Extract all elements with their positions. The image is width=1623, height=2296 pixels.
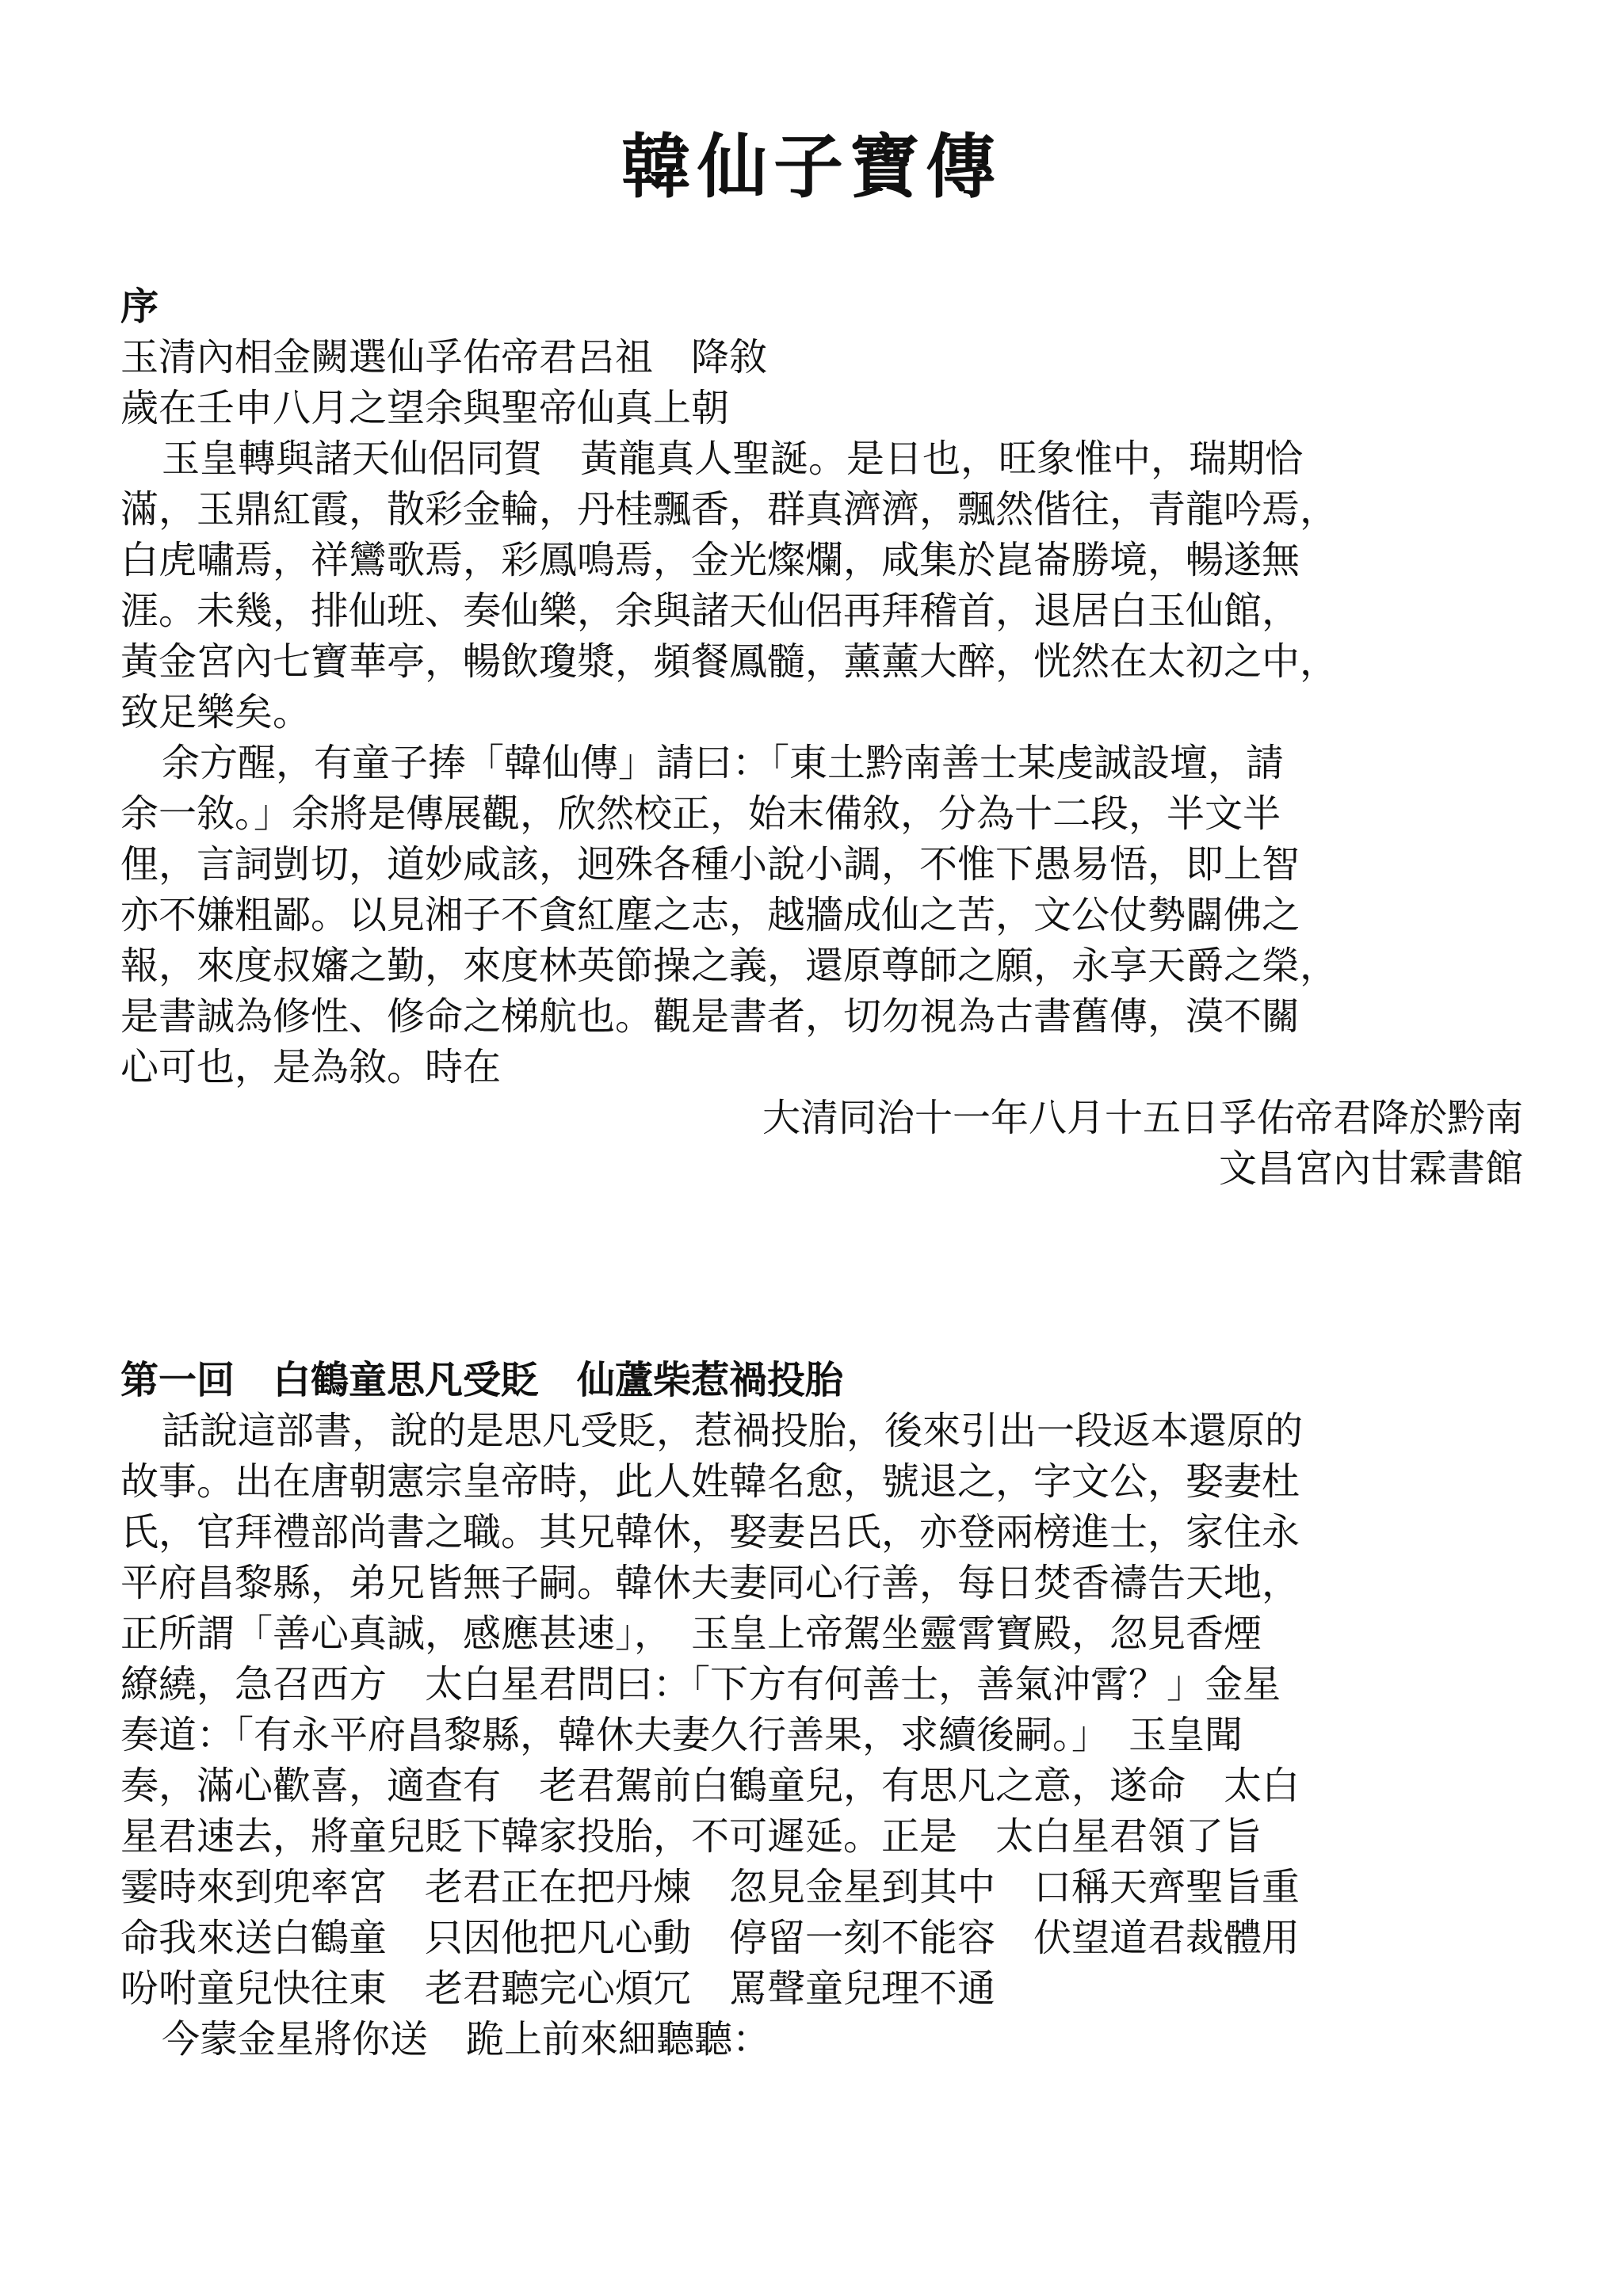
- preface-line: 玉清內相金闕選仙孚佑帝君呂祖 降敘: [120, 335, 768, 379]
- preface-line: 滿，玉鼎紅霞，散彩金輪，丹桂飄香，群真濟濟，飄然偕往，青龍吟焉，: [120, 487, 1338, 532]
- chapter-line: 星君速去，將童兒貶下韓家投胎，不可遲延。正是 太白星君領了旨: [120, 1814, 1262, 1859]
- chapter-heading: 第一回 白鶴童思凡受貶 仙蘆柴惹禍投胎: [120, 1358, 844, 1402]
- preface-signature: 大清同治十一年八月十五日孚佑帝君降於黔南: [762, 1096, 1523, 1140]
- document-title: 韓仙子寶傳: [621, 125, 1002, 208]
- preface-line: 報，來度叔嬸之勤，來度林英節操之義，還原尊師之願，永享天爵之榮，: [120, 944, 1338, 988]
- chapter-line: 氏，官拜禮部尚書之職。其兄韓休，娶妻呂氏，亦登兩榜進士，家住永: [120, 1510, 1300, 1554]
- chapter-one-section: [120, 1355, 1523, 2065]
- chapter-line: 繚繞，急召西方 太白星君問曰：「下方有何善士，善氣沖霄？」金星: [120, 1662, 1281, 1707]
- preface-heading: 序: [120, 284, 159, 329]
- preface-line: 致足樂矣。: [120, 690, 311, 734]
- verse-line: 今蒙金星將你送 跪上前來細聽聽：: [162, 2017, 771, 2061]
- verse-line: 霎時來到兜率宮 老君正在把丹煉 忽見金星到其中 口稱天齊聖旨重: [120, 1865, 1300, 1909]
- preface-line: 涯。未幾，排仙班、奏仙樂，余與諸天仙侶再拜稽首，退居白玉仙館，: [120, 589, 1300, 633]
- chapter-line: 平府昌黎縣，弟兄皆無子嗣。韓休夫妻同心行善，每日焚香禱告天地，: [120, 1561, 1300, 1605]
- preface-line: 余一敘。」余將是傳展觀，欣然校正，始末備敘，分為十二段，半文半: [120, 791, 1281, 836]
- verse-line: 命我來送白鶴童 只因他把凡心動 停留一刻不能容 伏望道君裁體用: [120, 1916, 1300, 1960]
- preface-line: 俚，言詞剴切，道妙咸該，迥殊各種小說小調，不惟下愚易悟，即上智: [120, 842, 1300, 887]
- chapter-line: 奏道：「有永平府昌黎縣，韓休夫妻久行善果，求續後嗣。」 玉皇聞: [120, 1713, 1243, 1757]
- chapter-line: 故事。出在唐朝憲宗皇帝時，此人姓韓名愈，號退之，字文公，娶妻杜: [120, 1459, 1300, 1504]
- chapter-line: 奏，滿心歡喜，適查有 老君駕前白鶴童兒，有思凡之意，遂命 太白: [120, 1764, 1300, 1808]
- preface-line: 白虎嘯焉，祥鸞歌焉，彩鳳鳴焉，金光燦爛，咸集於崑崙勝境，暢遂無: [120, 538, 1300, 582]
- chapter-line: 話說這部書，說的是思凡受貶，惹禍投胎，後來引出一段返本還原的: [162, 1409, 1304, 1453]
- preface-line: 是書誠為修性、修命之梯航也。觀是書者，切勿視為古書舊傳，漠不關: [120, 994, 1300, 1039]
- chapter-line: 正所謂「善心真誠，感應甚速」， 玉皇上帝駕坐靈霄寶殿，忽見香煙: [120, 1611, 1262, 1656]
- preface-line: 心可也，是為敘。時在: [120, 1045, 502, 1089]
- preface-line: 余方醒，有童子捧「韓仙傳」請曰：「東土黔南善士某虔誠設壇，請: [162, 741, 1285, 785]
- preface-signature: 文昌宮內甘霖書館: [1218, 1146, 1523, 1191]
- preface-section: [120, 281, 1523, 1194]
- preface-line: 歲在壬申八月之望余與聖帝仙真上朝: [120, 386, 730, 430]
- verse-line: 吩咐童兒快往東 老君聽完心煩冗 罵聲童兒理不通: [120, 1966, 996, 2011]
- preface-line: 黃金宮內七寶華亭，暢飲瓊漿，頻餐鳳髓，薰薰大醉，恍然在太初之中，: [120, 639, 1338, 684]
- preface-line: 玉皇轉與諸天仙侶同賀 黃龍真人聖誕。是日也，旺象惟中，瑞期恰: [162, 437, 1304, 481]
- preface-line: 亦不嫌粗鄙。以見湘子不貪紅塵之志，越牆成仙之苦，文公仗勢闢佛之: [120, 893, 1300, 937]
